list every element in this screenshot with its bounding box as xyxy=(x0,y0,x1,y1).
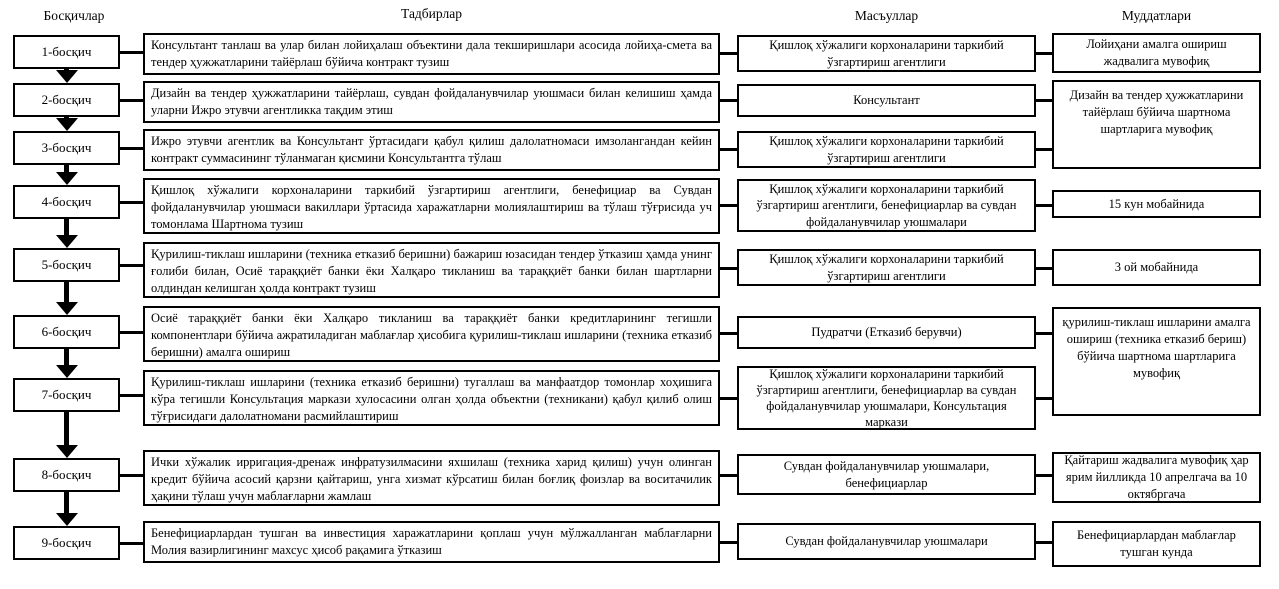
deadline-box-4: 15 кун мобайнида xyxy=(1052,190,1261,218)
connector-line xyxy=(1036,99,1052,102)
stage-box-7: 7-босқич xyxy=(13,378,120,412)
activity-box-3: Ижро этувчи агентлик ва Консультант ўртасидаги қабул қилиш далолатномаси имзолангандан кейин контракт суммасининг тўланмаган қисмини Консультантга тўлаш xyxy=(143,129,720,171)
arrow-down-icon xyxy=(56,172,78,185)
connector-line xyxy=(720,204,737,207)
connector-line xyxy=(120,264,143,267)
responsible-box-2: Консультант xyxy=(737,84,1036,117)
connector-line xyxy=(1036,204,1052,207)
deadline-box-2-3: Дизайн ва тендер ҳужжатларини тайёрлаш бўйича шартнома шартларига мувофиқ xyxy=(1052,80,1261,169)
activity-box-2: Дизайн ва тендер ҳужжатларини тайёрлаш, сувдан фойдаланувчилар уюшмаси билан келишиш ҳамда уларни Ижро этувчи агентликка тақдим этиш xyxy=(143,81,720,123)
stage-box-3: 3-босқич xyxy=(13,131,120,165)
responsible-box-8: Сувдан фойдаланувчилар уюшмалари, бенефициарлар xyxy=(737,454,1036,495)
deadline-box-8: Қайтариш жадвалига мувофиқ ҳар ярим йилликда 10 апрелгача ва 10 октябргача xyxy=(1052,452,1261,503)
connector-line xyxy=(720,541,737,544)
stage-box-4: 4-босқич xyxy=(13,185,120,219)
responsible-box-9: Сувдан фойдаланувчилар уюшмалари xyxy=(737,523,1036,560)
arrow-line xyxy=(64,492,69,514)
activity-box-6: Осиё тараққиёт банки ёки Халқаро тикланиш ва тараққиёт банки кредитларининг тегишли компонентлари бўйича ажратиладиган маблағлар ҳисобига қурилиш-тиклаш ишларини (техника етказиб беришни) амалга ошириш xyxy=(143,306,720,362)
column-header-deadlines: Муддатлари xyxy=(1121,8,1192,23)
arrow-line xyxy=(64,219,69,236)
arrow-down-icon xyxy=(56,70,78,83)
activity-box-4: Қишлоқ хўжалиги корхоналарини таркибий ўзгартириш агентлиги, бенефициар ва Сувдан фойдаланувчилар уюшмаси вакиллари ўртасида харажатларни молиялаштириш ва тўлаш тўғрисида уч томонлама Шартнома тузиш xyxy=(143,178,720,234)
connector-line xyxy=(120,331,143,334)
column-header-responsibles: Масъуллар xyxy=(854,8,919,23)
connector-line xyxy=(120,542,143,545)
connector-line xyxy=(120,99,143,102)
arrow-down-icon xyxy=(56,445,78,458)
responsible-box-4: Қишлоқ хўжалиги корхоналарини таркибий ўзгартириш агентлиги, бенефициарлар ва сувдан фойдаланувчилар уюшмалари xyxy=(737,179,1036,232)
connector-line xyxy=(1036,52,1052,55)
arrow-down-icon xyxy=(56,302,78,315)
responsible-box-6: Пудратчи (Етказиб берувчи) xyxy=(737,316,1036,349)
responsible-box-5: Қишлоқ хўжалиги корхоналарини таркибий ўзгартириш агентлиги xyxy=(737,249,1036,286)
connector-line xyxy=(720,332,737,335)
arrow-line xyxy=(64,282,69,303)
arrow-down-icon xyxy=(56,513,78,526)
connector-line xyxy=(120,394,143,397)
activity-box-5: Қурилиш-тиклаш ишларини (техника етказиб беришни) бажариш юзасидан тендер ўтказиш ҳамда унинг ғолиби билан, Осиё тараққиёт банки ёки Халқаро тикланиш ва тараққиёт банки билан шартларни олдиндан келишган ҳолда контракт тузиш xyxy=(143,242,720,298)
connector-line xyxy=(120,147,143,150)
connector-line xyxy=(720,474,737,477)
connector-line xyxy=(720,397,737,400)
connector-line xyxy=(1036,397,1052,400)
activity-box-1: Консультант танлаш ва улар билан лойиҳалаш объектини дала текширишлари асосида лойиҳа-смета ва тендер ҳужжатларини тайёрлаш бўйича контракт тузиш xyxy=(143,33,720,75)
responsible-box-3: Қишлоқ хўжалиги корхоналарини таркибий ўзгартириш агентлиги xyxy=(737,131,1036,168)
connector-line xyxy=(720,99,737,102)
connector-line xyxy=(720,52,737,55)
deadline-box-6-7: қурилиш-тиклаш ишларини амалга ошириш (техника етказиб бериш) бўйича шартнома шартларига мувофиқ xyxy=(1052,307,1261,416)
activity-box-9: Бенефициарлардан тушган ва инвестиция харажатларини қоплаш учун мўлжалланган маблағларни Молия вазирлигининг махсус ҳисоб рақамига ўтказиш xyxy=(143,521,720,563)
arrow-down-icon xyxy=(56,235,78,248)
stage-box-2: 2-босқич xyxy=(13,83,120,117)
connector-line xyxy=(120,51,143,54)
connector-line xyxy=(1036,148,1052,151)
arrow-line xyxy=(64,412,69,446)
deadline-box-9: Бенефициарлардан маблағлар тушган кунда xyxy=(1052,521,1261,567)
connector-line xyxy=(720,267,737,270)
responsible-box-7: Қишлоқ хўжалиги корхоналарини таркибий ўзгартириш агентлиги, бенефициарлар ва сувдан фойдаланувчилар уюшмалари, Консультация маркази xyxy=(737,366,1036,430)
connector-line xyxy=(1036,541,1052,544)
deadline-box-1: Лойиҳани амалга ошириш жадвалига мувофиқ xyxy=(1052,33,1261,73)
arrow-down-icon xyxy=(56,365,78,378)
arrow-line xyxy=(64,349,69,366)
activity-box-7: Қурилиш-тиклаш ишларини (техника етказиб беришни) тугаллаш ва манфаатдор томонлар хоҳишига кўра тегишли Консультация маркази хулосасини олган ҳолда объектни (техникани) қабул қилиб олиш тўғрисидаги далолатномани расмийлаштириш xyxy=(143,370,720,426)
connector-line xyxy=(1036,267,1052,270)
connector-line xyxy=(1036,332,1052,335)
stage-box-6: 6-босқич xyxy=(13,315,120,349)
stage-box-5: 5-босқич xyxy=(13,248,120,282)
responsible-box-1: Қишлоқ хўжалиги корхоналарини таркибий ўзгартириш агентлиги xyxy=(737,35,1036,72)
activity-box-8: Ички хўжалик ирригация-дренаж инфратузилмасини яхшилаш (техника харид қилиш) учун олинган кредит бўйича асосий қарзни қайтариш, унга хизмат кўрсатиш билан боғлиқ фоизлар ва воситачилик ҳақини тўлаш учун маблағларни жамлаш xyxy=(143,450,720,506)
column-header-activities: Тадбирлар xyxy=(401,6,462,21)
connector-line xyxy=(720,148,737,151)
stage-box-8: 8-босқич xyxy=(13,458,120,492)
stage-box-9: 9-босқич xyxy=(13,526,120,560)
connector-line xyxy=(1036,474,1052,477)
stage-box-1: 1-босқич xyxy=(13,35,120,69)
deadline-box-5: 3 ой мобайнида xyxy=(1052,249,1261,286)
connector-line xyxy=(120,201,143,204)
connector-line xyxy=(120,474,143,477)
arrow-down-icon xyxy=(56,118,78,131)
column-header-stages: Босқичлар xyxy=(43,8,105,23)
